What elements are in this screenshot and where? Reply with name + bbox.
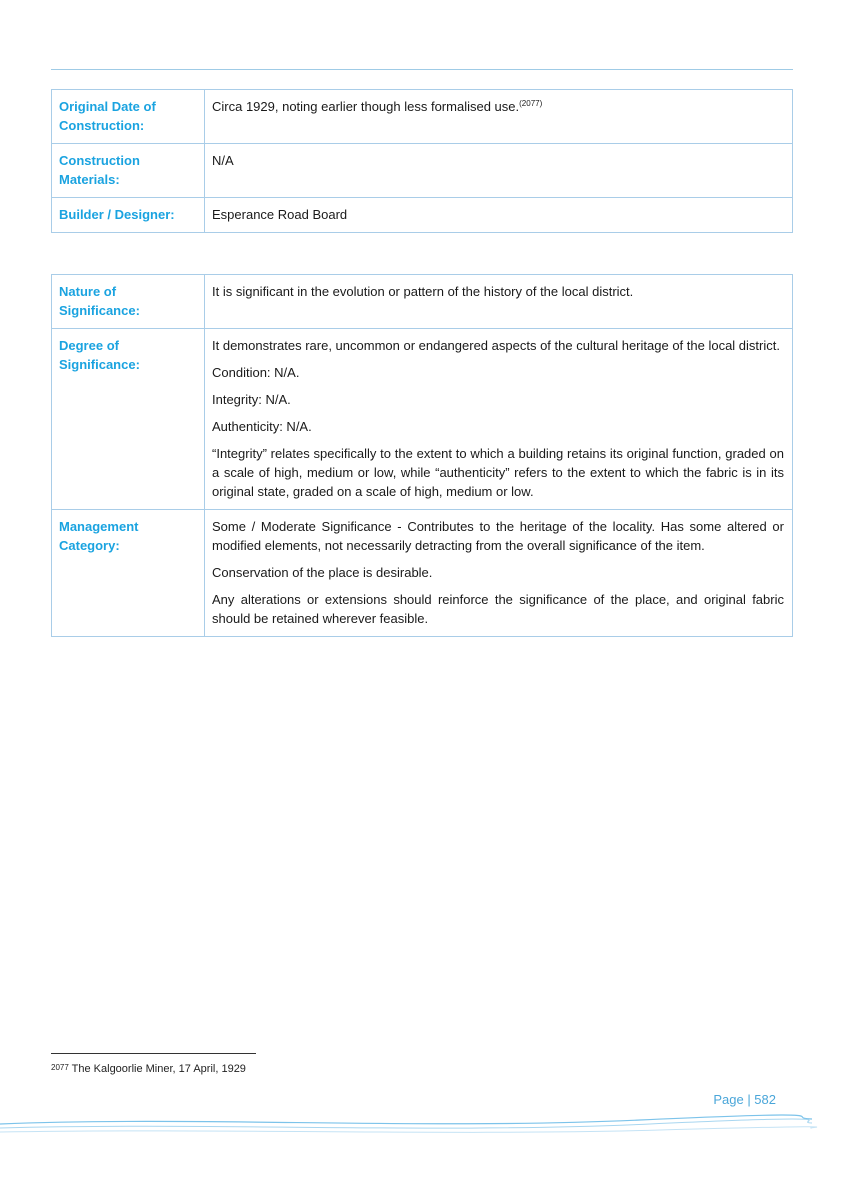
page-number: Page | 582 bbox=[713, 1092, 776, 1107]
table-row bbox=[52, 510, 793, 637]
management-category-value bbox=[205, 510, 793, 637]
management-paragraph: Some / Moderate Significance - Contributes to the heritage of the locality. Has some altered or modified elements, not necessarily detracting from the overall significance of the item. bbox=[212, 519, 784, 553]
table-row bbox=[52, 275, 793, 329]
original-date-label: Original Date of Construction: bbox=[52, 90, 205, 144]
table-row bbox=[52, 90, 793, 144]
management-paragraph: Conservation of the place is desirable. bbox=[212, 565, 433, 580]
original-date-value bbox=[205, 90, 793, 144]
table-row bbox=[52, 144, 793, 198]
builder-designer-value: Esperance Road Board bbox=[205, 198, 793, 233]
nature-of-significance-label: Nature of Significance: bbox=[52, 275, 205, 329]
construction-materials-label: Construction Materials: bbox=[52, 144, 205, 198]
integrity-text: Integrity: N/A. bbox=[212, 392, 291, 407]
original-date-text: Circa 1929, noting earlier though less formalised use. bbox=[212, 99, 520, 114]
header-rule bbox=[51, 69, 793, 70]
footer-wave-decoration bbox=[0, 1112, 844, 1142]
footnote bbox=[51, 1063, 246, 1075]
table-row bbox=[52, 329, 793, 510]
footnote-number: 2077 bbox=[51, 1063, 69, 1072]
construction-details-table bbox=[51, 89, 793, 233]
condition-text: Condition: N/A. bbox=[212, 365, 300, 380]
management-category-label: Management Category: bbox=[52, 510, 205, 637]
degree-paragraph: It demonstrates rare, uncommon or endangered aspects of the cultural heritage of the local district. bbox=[212, 338, 780, 353]
management-paragraph: Any alterations or extensions should reinforce the significance of the place, and original fabric should be retained wherever feasible. bbox=[212, 592, 784, 626]
nature-of-significance-value: It is significant in the evolution or pattern of the history of the local district. bbox=[205, 275, 793, 329]
footnote-text: The Kalgoorlie Miner, 17 April, 1929 bbox=[71, 1063, 246, 1075]
authenticity-text: Authenticity: N/A. bbox=[212, 419, 312, 434]
degree-of-significance-label: Degree of Significance: bbox=[52, 329, 205, 510]
table-row bbox=[52, 198, 793, 233]
builder-designer-label: Builder / Designer: bbox=[52, 198, 205, 233]
construction-materials-value: N/A bbox=[205, 144, 793, 198]
definitions-paragraph: “Integrity” relates specifically to the extent to which a building retains its original function, graded on a scale of high, medium or low, while “authenticity” refers to the extent to which the fabric is in its original state, graded on a scale of high, medium or low. bbox=[212, 446, 784, 499]
significance-table bbox=[51, 274, 793, 637]
footnote-reference[interactable]: (2077) bbox=[519, 99, 543, 108]
degree-of-significance-value bbox=[205, 329, 793, 510]
footnote-separator bbox=[51, 1053, 256, 1054]
